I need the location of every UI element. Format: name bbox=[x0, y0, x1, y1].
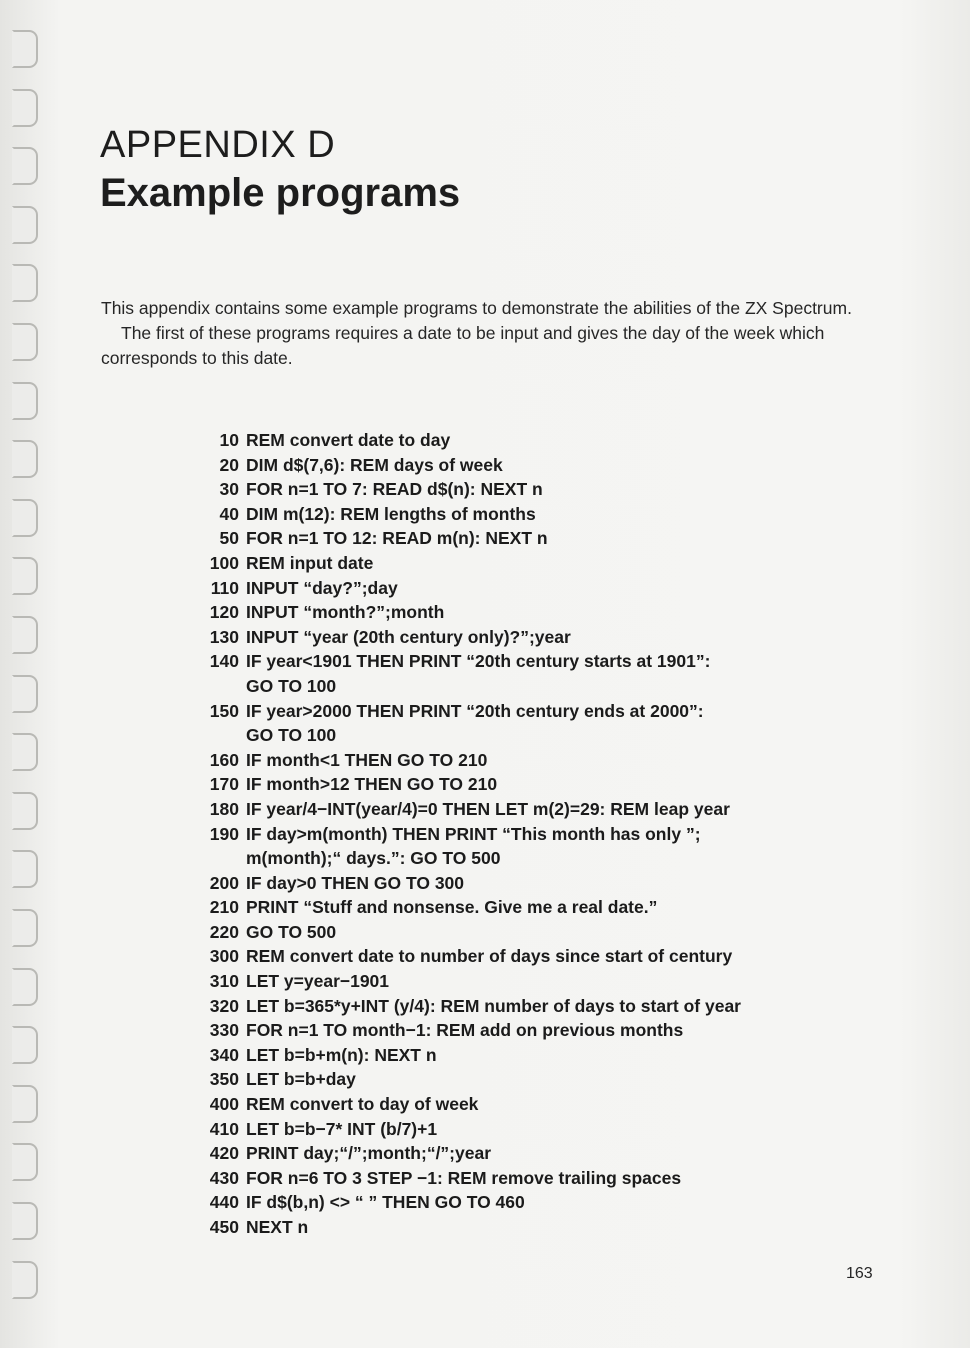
program-line bbox=[204, 1215, 864, 1240]
line-statement: IF day>m(month) THEN PRINT “This month has only ”; bbox=[246, 823, 701, 844]
line-statement: IF month<1 THEN GO TO 210 bbox=[246, 749, 488, 770]
binding-hole bbox=[12, 616, 38, 654]
line-statement: NEXT n bbox=[246, 1217, 309, 1237]
line-statement: IF year/4−INT(year/4)=0 THEN LET m(2)=29: REM leap year bbox=[246, 798, 730, 819]
program-line bbox=[204, 797, 864, 822]
line-statement: DIM m(12): REM lengths of months bbox=[246, 503, 536, 524]
spiral-binding-holes bbox=[0, 0, 48, 1348]
line-statement: PRINT “Stuff and nonsense. Give me a real date.” bbox=[246, 897, 658, 918]
line-number: 210 bbox=[209, 897, 239, 918]
binding-hole bbox=[12, 1261, 38, 1299]
program-line bbox=[204, 772, 864, 797]
program-line bbox=[204, 649, 864, 674]
program-line bbox=[204, 1190, 864, 1215]
program-line bbox=[204, 920, 864, 945]
line-statement: INPUT “day?”;day bbox=[246, 577, 398, 598]
program-line bbox=[204, 1092, 864, 1117]
line-statement: GO TO 100 bbox=[246, 675, 337, 696]
binding-hole bbox=[12, 733, 38, 771]
binding-hole bbox=[12, 499, 38, 537]
line-number: 190 bbox=[209, 823, 239, 844]
line-number: 50 bbox=[219, 528, 239, 549]
program-line bbox=[204, 600, 864, 625]
line-statement: GO TO 500 bbox=[246, 921, 337, 942]
binding-hole bbox=[12, 557, 38, 595]
intro-text bbox=[101, 296, 871, 371]
line-number: 300 bbox=[209, 946, 239, 967]
line-number: 450 bbox=[209, 1217, 239, 1237]
line-number: 320 bbox=[209, 995, 239, 1016]
line-number: 40 bbox=[219, 503, 239, 524]
line-number: 400 bbox=[209, 1094, 239, 1115]
line-statement: m(month);“ days.”: GO TO 500 bbox=[246, 848, 501, 869]
line-statement: FOR n=1 TO 7: READ d$(n): NEXT n bbox=[246, 479, 543, 500]
binding-hole bbox=[12, 850, 38, 888]
binding-hole bbox=[12, 89, 38, 127]
program-line bbox=[204, 1141, 864, 1166]
line-number: 310 bbox=[209, 971, 239, 992]
line-number: 110 bbox=[210, 577, 239, 598]
line-number: 10 bbox=[219, 430, 239, 450]
line-number: 170 bbox=[209, 774, 239, 795]
line-statement: IF year<1901 THEN PRINT “20th century starts at 1901”: bbox=[246, 651, 711, 672]
intro-paragraph-2: The first of these programs requires a date to be input and gives the day of the week which corresponds to this date. bbox=[101, 323, 825, 368]
line-statement: INPUT “month?”;month bbox=[246, 602, 445, 623]
line-statement: FOR n=1 TO 12: READ m(n): NEXT n bbox=[246, 528, 548, 549]
binding-hole bbox=[12, 323, 38, 361]
line-number: 140 bbox=[209, 651, 239, 672]
line-number: 220 bbox=[209, 921, 239, 942]
binding-hole bbox=[12, 792, 38, 830]
line-number: 20 bbox=[219, 454, 239, 475]
line-statement: PRINT day;“/”;month;“/”;year bbox=[246, 1143, 492, 1164]
line-number: 440 bbox=[209, 1192, 239, 1213]
line-statement: REM convert date to day bbox=[246, 430, 451, 450]
line-number: 350 bbox=[209, 1069, 239, 1090]
line-number: 340 bbox=[209, 1044, 239, 1065]
line-statement: FOR n=6 TO 3 STEP −1: REM remove trailing spaces bbox=[246, 1167, 682, 1188]
program-line bbox=[204, 428, 864, 453]
binding-hole bbox=[12, 909, 38, 947]
binding-hole bbox=[12, 147, 38, 185]
line-number: 410 bbox=[209, 1118, 239, 1139]
binding-hole bbox=[12, 1202, 38, 1240]
line-number bbox=[204, 674, 246, 699]
binding-hole bbox=[12, 675, 38, 713]
program-line bbox=[204, 1067, 864, 1092]
line-number bbox=[204, 723, 246, 748]
binding-hole bbox=[12, 264, 38, 302]
line-number bbox=[204, 846, 246, 871]
line-statement: IF day>0 THEN GO TO 300 bbox=[246, 872, 465, 893]
line-number: 30 bbox=[219, 479, 239, 500]
line-statement: IF month>12 THEN GO TO 210 bbox=[246, 774, 498, 795]
line-number: 330 bbox=[209, 1020, 239, 1041]
line-statement: LET b=b+day bbox=[246, 1069, 356, 1090]
program-line bbox=[204, 699, 864, 724]
line-statement: INPUT “year (20th century only)?”;year bbox=[246, 626, 571, 647]
line-statement: LET b=365*y+INT (y/4): REM number of days to start of year bbox=[246, 995, 741, 1016]
line-number: 120 bbox=[209, 602, 239, 623]
line-number: 160 bbox=[209, 749, 239, 770]
program-line bbox=[204, 502, 864, 527]
binding-hole bbox=[12, 1085, 38, 1123]
line-number: 200 bbox=[209, 872, 239, 893]
page-number: 163 bbox=[846, 1265, 873, 1282]
line-statement: LET b=b+m(n): NEXT n bbox=[246, 1044, 437, 1065]
line-statement: FOR n=1 TO month−1: REM add on previous months bbox=[246, 1020, 684, 1041]
line-statement: GO TO 100 bbox=[246, 725, 337, 746]
program-listing bbox=[204, 428, 864, 1240]
intro-paragraph-1: This appendix contains some example programs to demonstrate the abilities of the ZX Spectrum. bbox=[101, 298, 852, 318]
line-statement: IF year>2000 THEN PRINT “20th century ends at 2000”: bbox=[246, 700, 704, 721]
line-statement: LET b=b−7* INT (b/7)+1 bbox=[246, 1118, 438, 1139]
program-line bbox=[204, 748, 864, 773]
binding-hole bbox=[12, 206, 38, 244]
appendix-title: Example programs bbox=[100, 171, 461, 215]
binding-hole bbox=[12, 382, 38, 420]
line-number: 430 bbox=[209, 1167, 239, 1188]
program-line bbox=[204, 822, 864, 847]
program-line bbox=[204, 871, 864, 896]
line-statement: REM convert date to number of days since start of century bbox=[246, 946, 733, 967]
program-line bbox=[204, 576, 864, 601]
program-line bbox=[204, 846, 864, 871]
binding-hole bbox=[12, 440, 38, 478]
line-statement: REM input date bbox=[246, 552, 374, 573]
program-line bbox=[204, 944, 864, 969]
binding-hole bbox=[12, 1026, 38, 1064]
program-line bbox=[204, 625, 864, 650]
program-line bbox=[204, 1018, 864, 1043]
line-statement: REM convert to day of week bbox=[246, 1094, 479, 1115]
binding-hole bbox=[12, 30, 38, 68]
binding-hole bbox=[12, 968, 38, 1006]
program-line bbox=[204, 1166, 864, 1191]
program-line bbox=[204, 453, 864, 478]
line-number: 100 bbox=[209, 552, 239, 573]
program-line bbox=[204, 526, 864, 551]
appendix-label: APPENDIX D bbox=[100, 124, 336, 166]
line-statement: IF d$(b,n) <> “ ” THEN GO TO 460 bbox=[246, 1192, 525, 1213]
line-number: 180 bbox=[209, 798, 239, 819]
line-number: 420 bbox=[209, 1143, 239, 1164]
line-statement: DIM d$(7,6): REM days of week bbox=[246, 454, 503, 475]
line-number: 130 bbox=[209, 626, 239, 647]
program-line bbox=[204, 1117, 864, 1142]
program-line bbox=[204, 969, 864, 994]
program-line bbox=[204, 994, 864, 1019]
line-statement: LET y=year−1901 bbox=[246, 971, 390, 992]
program-line bbox=[204, 723, 864, 748]
program-line bbox=[204, 674, 864, 699]
program-line bbox=[204, 551, 864, 576]
binding-hole bbox=[12, 1143, 38, 1181]
program-line bbox=[204, 1043, 864, 1068]
line-number: 150 bbox=[209, 700, 239, 721]
program-line bbox=[204, 895, 864, 920]
program-line bbox=[204, 477, 864, 502]
